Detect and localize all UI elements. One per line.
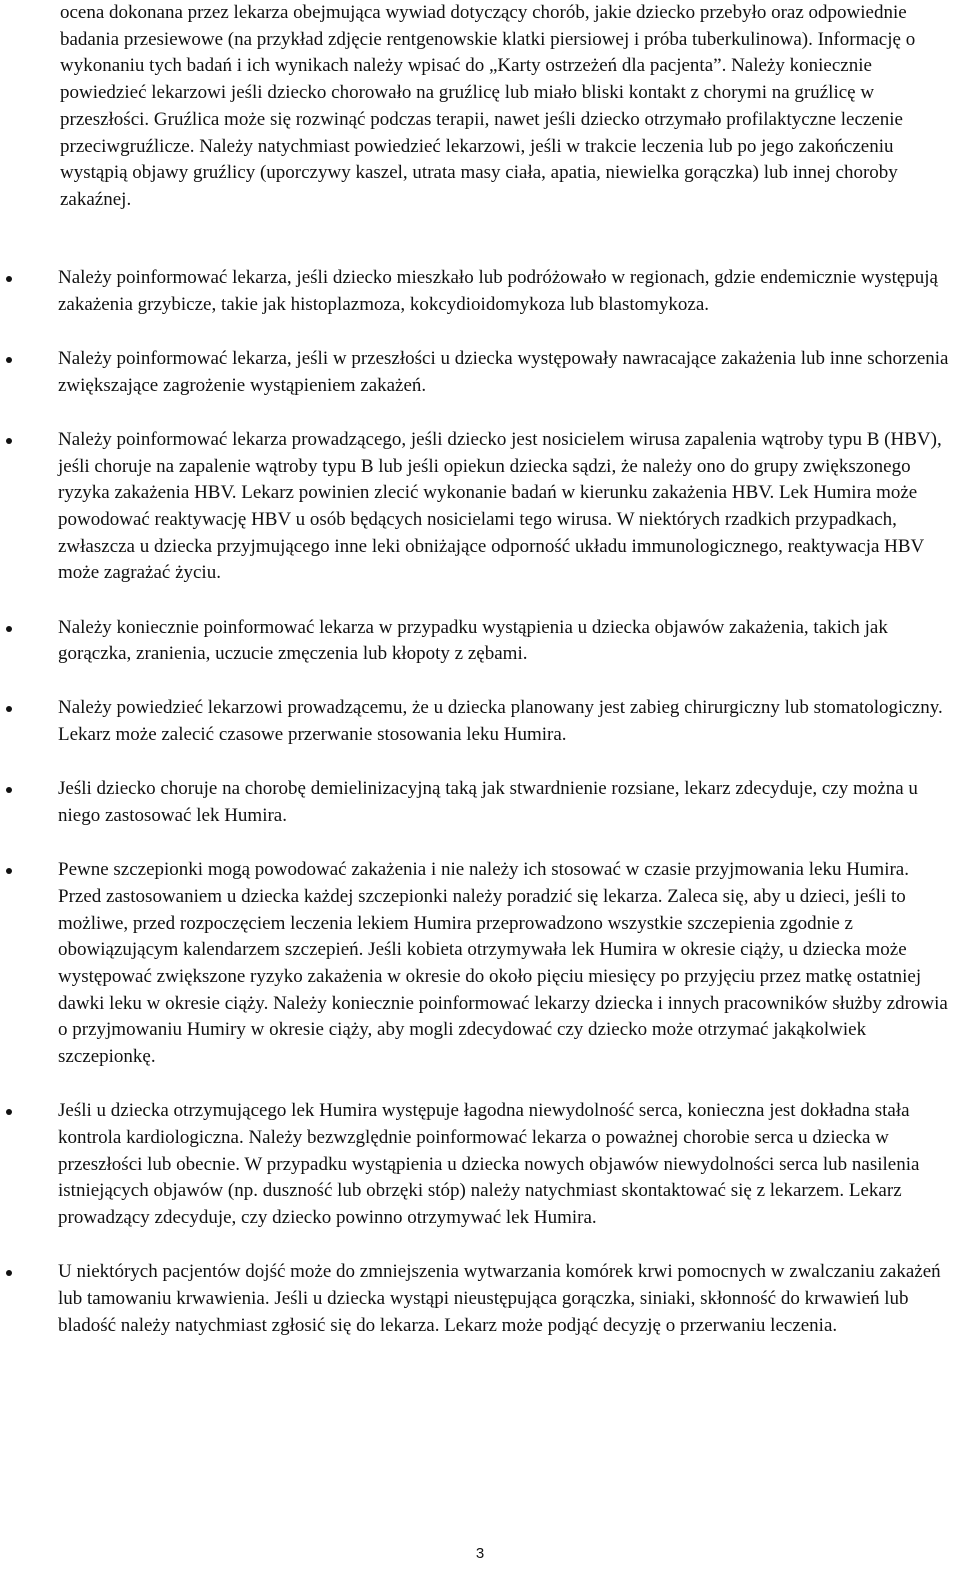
list-item [0,695,954,748]
bullet-icon [6,438,12,444]
list-item-text: Należy powiedzieć lekarzowi prowadzącemu, że u dziecka planowany jest zabieg chirurgiczny lub stomatologiczny. Lekarz może zalecić czasowe przerwanie stosowania leku Humira. [58,697,943,746]
bullet-icon [6,1109,12,1115]
bullet-list [0,265,960,1367]
list-item-text: U niektórych pacjentów dojść może do zmniejszenia wytwarzania komórek krwi pomocnych w zwalczaniu zakażeń lub tamowaniu krwawienia. Jeśli u dziecka wystąpi nieustępująca gorączka, siniaki, skłonność do krwawień lub bladość należy natychmiast zgłosić się do lekarza. Lekarz może podjąć decyzję o przerwaniu leczenia. [58,1261,941,1336]
list-item [0,1098,954,1232]
bullet-icon [6,1270,12,1276]
list-item [0,776,954,829]
page-number: 3 [475,1545,485,1562]
intro-paragraph: ocena dokonana przez lekarza obejmująca wywiad dotyczący chorób, jakie dziecko przebyło oraz odpowiednie badania przesiewowe (na przykład zdjęcie rentgenowskie klatki piersiowej i próba tuberkulinowa). Informację o wykonaniu tych badań i ich wynikach należy wpisać do „Karty ostrzeżeń dla pacjenta”. Należy koniecznie powiedzieć lekarzowi jeśli dziecko chorowało na gruźlicę lub miało bliski kontakt z chorymi na gruźlicę w przeszłości. Gruźlica może się rozwinąć podczas terapii, nawet jeśli dziecko otrzymało profilaktyczne leczenie przeciwgruźlicze. Należy natychmiast powiedzieć lekarzowi, jeśli w trakcie leczenia lub po jego zakończeniu wystąpią objawy gruźlicy (uporczywy kaszel, utrata masy ciała, apatia, niewielka gorączka) lub innej choroby zakaźnej. [60,2,916,210]
list-item-text: Jeśli dziecko choruje na chorobę demielinizacyjną taką jak stwardnienie rozsiane, lekarz zdecyduje, czy można u niego zastosować lek Humira. [58,778,918,827]
list-item [0,857,954,1071]
bullet-icon [6,357,12,363]
list-item [0,615,954,668]
bullet-icon [6,276,12,282]
bullet-icon [6,868,12,874]
bullet-icon [6,706,12,712]
list-item-text: Należy koniecznie poinformować lekarza w przypadku wystąpienia u dziecka objawów zakażenia, takich jak gorączka, zranienia, uczucie zmęczenia lub kłopoty z zębami. [58,616,888,665]
list-item-text: Należy poinformować lekarza, jeśli w przeszłości u dziecka występowały nawracające zakażenia lub inne schorzenia zwiększające zagrożenie wystąpieniem zakażeń. [58,347,949,396]
list-item [0,427,954,587]
list-item [0,265,954,318]
list-item [0,1259,954,1339]
list-item-text: Należy poinformować lekarza prowadzącego, jeśli dziecko jest nosicielem wirusa zapalenia wątroby typu B (HBV), jeśli choruje na zapalenie wątroby typu B lub jeśli opiekun dziecka sądzi, że należy ono do grupy zwiększonego ryzyka zakażenia HBV. Lekarz powinien zlecić wykonanie badań w kierunku zakażenia HBV. Lek Humira może powodować reaktywację HBV u osób będących nosicielami tego wirusa. W niektórych rzadkich przypadkach, zwłaszcza u dziecka przyjmującego inne leki obniżające odporność układu immunologicznego, reaktywacja HBV może zagrażać życiu. [58,428,942,584]
list-item [0,346,954,399]
list-item-text: Jeśli u dziecka otrzymującego lek Humira występuje łagodna niewydolność serca, konieczna jest dokładna stała kontrola kardiologiczna. Należy bezwzględnie poinformować lekarza o poważnej chorobie serca u dziecka w przeszłości lub obecnie. W przypadku wystąpienia u dziecka nowych objawów niewydolności serca lub nasilenia istniejących objawów (np. duszność lub obrzęki stóp) należy natychmiast skontaktować się z lekarzem. Lekarz prowadzący zdecyduje, czy dziecko powinno otrzymywać lek Humira. [58,1100,920,1229]
list-item-text: Należy poinformować lekarza, jeśli dziecko mieszkało lub podróżowało w regionach, gdzie endemicznie występują zakażenia grzybicze, takie jak histoplazmoza, kokcydioidomykoza lub blastomykoza. [58,267,938,315]
list-item-text: Pewne szczepionki mogą powodować zakażenia i nie należy ich stosować w czasie przyjmowania leku Humira. Przed zastosowaniem u dziecka każdej szczepionki należy poradzić się lekarza. Zaleca się, aby u dzieci, jeśli to możliwe, przed rozpoczęciem leczenia lekiem Humira przeprowadzono wszystkie szczepienia zgodnie z obowiązującym kalendarzem szczepień. Jeśli kobieta otrzymywała lek Humira w okresie ciąży, u dziecka może występować zwiększone ryzyko zakażenia w okresie do około pięciu miesięcy po przyjęciu przez matkę ostatniej dawki leku w okresie ciąży. Należy koniecznie poinformować lekarzy dziecka i innych pracowników służby zdrowia o przyjmowaniu Humiry w okresie ciąży, aby mogli zdecydować czy dziecko może otrzymać jakąkolwiek szczepionkę. [58,859,948,1068]
bullet-icon [6,787,12,793]
bullet-icon [6,626,12,632]
